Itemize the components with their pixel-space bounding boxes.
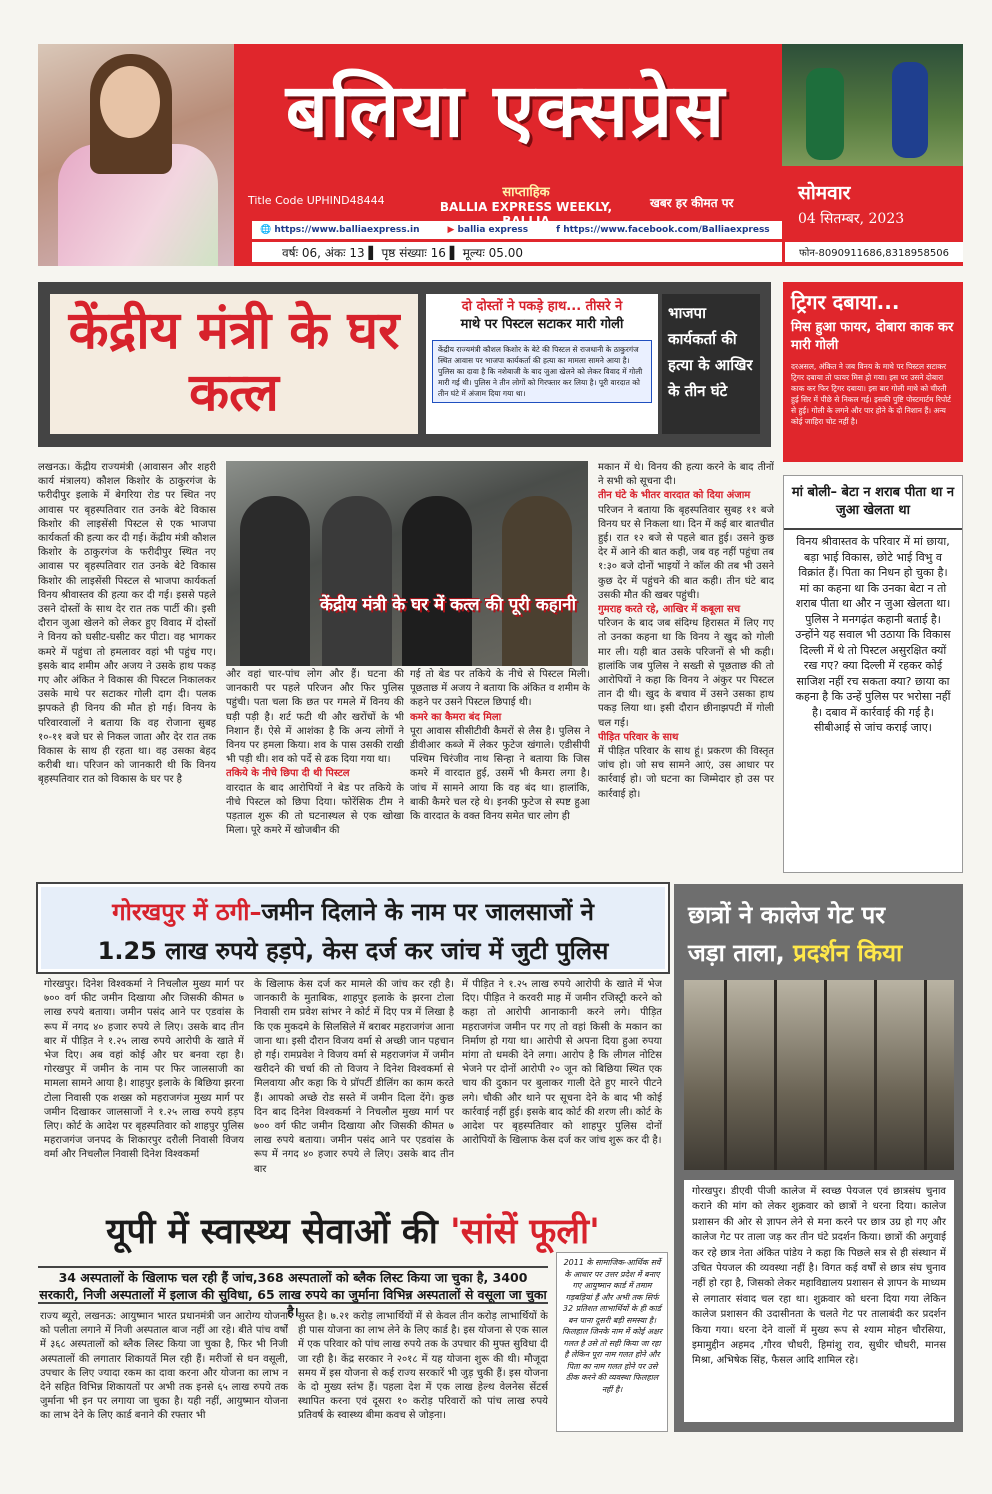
college-headline-line-1: छात्रों ने कालेज गेट पर bbox=[688, 901, 886, 929]
gate-bar bbox=[924, 980, 927, 1170]
gate-bar bbox=[724, 980, 727, 1170]
college-protest-photo bbox=[684, 980, 954, 1170]
fraud-headline-line-2: 1.25 लाख रुपये हड़पे, केस दर्ज कर जांच में जुटी पुलिस bbox=[97, 937, 609, 965]
story-column-2-text: और वहां चार-पांच लोग और हैं। घटना की जानकारी पर पहले परिजन और फिर पुलिस पहुंची। पता चला कि छत पर गमले में विनय की घड़ी पड़ी है। शर्ट फटी थी और खरोंचों के भी निशान हैं। ऐसे में आशंका है कि अन्य लोगों ने विनय पर हमला किया। शव के पास उसकी राखी भी पड़ी थी। शव को पर्दे से ढक दिया गया था। bbox=[226, 669, 404, 766]
story-column-4-subhead-2: गुमराह करते रहे, आखिर में कबूला सच bbox=[598, 604, 741, 616]
fraud-column-2: के खिलाफ केस दर्ज कर मामले की जांच कर रही है। जानकारी के मुताबिक, शाहपुर इलाके के झरना टोला निवासी राम प्रवेश सांभर ने कोर्ट में दिए पत्र में लिखा है कि एक मुकदमे के सिलसिले में बराबर महराजगंज आना जाना था। इसी दौरान विजय वर्मा से अच्छी जान पहचान हो गई। रामप्रवेश ने विजय वर्मा से महराजगंज में जमीन खरीदने की चर्चा की तो विजय ने दिनेश विश्वकर्मा से मिलवाया और कहा कि ये प्रॉपर्टी डीलिंग का काम करते हैं। आपको अच्छे रोड सस्ते में जमीन दिला देंगे। कुछ दिन बाद दिनेश विश्वकर्मा ने निचलौल मुख्य मार्ग पर ७०० वर्ग फीट जमीन दिखाया और जिसकी कीमत ७ लाख रुपये बताया। जमीन पसंद आने पर एडवांस के रूप में नगद ४० हजार रुपये ले लिए। उसके बाद तीन बार bbox=[254, 979, 454, 1175]
health-headline-black: यूपी में स्वास्थ्य सेवाओं की bbox=[106, 1212, 451, 1252]
lead-subheadline bbox=[432, 298, 652, 334]
masthead bbox=[38, 44, 963, 266]
fraud-story-headline bbox=[38, 884, 668, 972]
photo-person-1 bbox=[240, 496, 310, 666]
trigger-subtitle: मिस हुआ फायर, दोबारा काक कर मारी गोली bbox=[791, 320, 954, 353]
trigger-title: ट्रिगर दबाया... bbox=[791, 290, 900, 314]
youtube-icon: ▶ bbox=[447, 225, 455, 235]
mother-statement-box bbox=[783, 475, 963, 873]
masthead-portrait-photo bbox=[38, 44, 234, 266]
lead-last-three-hours-box: भाजपा कार्यकर्ता की हत्या के आखिर के तीन घंटे bbox=[662, 294, 760, 434]
facebook-text: https://www.facebook.com/Balliaexpress bbox=[563, 225, 770, 235]
trigger-sidebar bbox=[783, 282, 963, 462]
fraud-column-3: में पीड़ित ने १.२५ लाख रुपये आरोपी के खाते में भेज दिए। पीड़ित ने करवरी माह में जमीन रजिस्ट्री करने को कहा तो आरोपी आनाकानी करने लगे। पीड़ित महराजगंज जमीन पर गए तो वहां किसी के मकान का निर्माण हो गया था। आरोपी से अपना दिया हुआ रुपया मांगा तो धमकी देने लगा। आरोप है कि लीगल नोटिस भेजने पर दोनों आरोपी २० जून को बिछिया स्थित एक चाय की दुकान पर बुलाकर गाली देते हुए मारने पीटने लगे। चौकी और थाने पर सूचना देने के बाद भी कोई कार्रवाई नहीं हुई। इसके बाद कोर्ट की शरण ली। कोर्ट के आदेश पर बृहस्पतिवार को शाहपुर पुलिस दोनों आरोपियों के खिलाफ केस दर्ज कर जांच शुरू कर दी है। bbox=[462, 979, 662, 1147]
health-column-2: सुस्त है। ७.२१ करोड़ लाभार्थियों में से केवल तीन करोड़ लाभार्थियों के ही पास योजना का लाभ लेने के लिए कार्ड है। इस योजना से एक साल में एक परिवार को पांच लाख रुपये तक के उपचार की मुफ्त सुविधा दी जा रही है। केंद्र सरकार ने २०१८ में यह योजना शुरू की थी। मौजूदा समय में इस योजना से कई राज्य सरकारें भी जुड़ चुकी हैं। इस योजना के दो मुख्य स्तंभ हैं। पहला देश में एक लाख हेल्थ वेलनेस सेंटर्स स्थापित करना एवं दूसरा १० करोड़ परिवारों को पांच लाख रुपये प्रतिवर्ष के स्वास्थ्य बीमा कवच से जोड़ना। bbox=[298, 1311, 548, 1422]
social-links-bar bbox=[252, 221, 782, 239]
lead-subheadline-red: दो दोस्तों ने पकड़े हाथ... तीसरे ने bbox=[461, 299, 623, 314]
story-column-4-text-b: परिजन ने बताया कि बृहस्पतिवार सुबह ११ बजे विनय घर से निकला था। दिन में कई बार बातचीत हुई। रात १२ बजे से पहले बात हुई। उसने कुछ देर में आने की बात कही, जब वह नहीं पहुंचा तब १:३० बजे दोनों भाइयों ने कॉल की तब भी उसने कुछ देर में पहुंचने की बात कही। तीन घंटे बाद उसकी मौत की खबर पहुंची। bbox=[598, 504, 774, 601]
story-column-4 bbox=[598, 461, 774, 873]
story-column-2-subhead: तकिये के नीचे छिपा दी थी पिस्टल bbox=[226, 768, 350, 780]
newspaper-logo: बलिया एक्सप्रेस bbox=[285, 68, 727, 154]
story-column-1: लखनऊ। केंद्रीय राज्यमंत्री (आवासन और शहरी कार्य मंत्रालय) कौशल किशोर के ठाकुरगंज के फरीदीपुर इलाके में बेगरिया रोड पर स्थित नए आवास पर बृहस्पतिवार रात उनके बेटे विकास किशोर की लाइसेंसी पिस्टल से एक भाजपा कार्यकर्ता की हत्या कर दी गई। केंद्रीय मंत्री कौशल किशोर के ठाकुरगंज के फरीदीपुर स्थित नए आवास पर बृहस्पतिवार रात उनके बेटे विकास किशोर की लाइसेंसी पिस्टल से भाजपा कार्यकर्ता विनय श्रीवास्तव की हत्या कर दी गई। इससे पहले उसने दोस्तों के साथ देर रात तक पार्टी की। इसी दौरान जुआ खेलने को लेकर हुए विवाद में दोस्तों ने विनय को घसीट-घसीट कर पीटा। वह भागकर कमरे में पहुंचा तो हमलावर वहां भी पहुंच गए। इसके बाद शमीम और अजय ने उसके हाथ पकड़ गए और अंकित ने विकास की पिस्टल निकालकर उसके माथे पर सटाकर गोली दाग दी। पलक झपकते ही विनय की मौत हो गई। विनय के परिवारवालों ने बताया कि वह रोजाना सुबह १०-११ बजे घर से निकल जाता और देर रात तक विकास के साथ ही रहता था। वह उसका बेहद करीबी था। परिजन को जानकारी थी कि विनय बृहस्पतिवार रात को विकास के घर पर है bbox=[38, 462, 216, 786]
fraud-headline-red: गोरखपुर में ठगी– bbox=[112, 898, 262, 926]
story-column-4-text-c: परिजन के बाद जब संदिग्ध हिरासत में लिए गए तो उनका कहना था कि विनय ने खुद को गोली मार ली। यही बात उसके परिजनों से भी कही। हालांकि जब पुलिस ने सख्ती से पूछताछ की तो आरोपियों ने कहा कि विनय ने अंकुर पर पिस्टल तान दी थी। खुद के बचाव में उसने उसका हाथ पकड़ लिया था। इसी दौरान छीनाझपटी में गोली चल गई। bbox=[598, 618, 774, 729]
fraud-headline-black: जमीन दिलाने के नाम पर जालसाजों ने bbox=[261, 898, 594, 926]
gate-bar bbox=[874, 980, 877, 1170]
issue-date: 04 सितम्बर, 2023 bbox=[798, 211, 905, 227]
story-photo bbox=[226, 461, 588, 666]
lead-story-banner bbox=[38, 282, 771, 447]
weekly-name: BALLIA EXPRESS WEEKLY, bbox=[439, 200, 613, 214]
weekly-label: साप्ताहिक bbox=[502, 185, 550, 200]
portrait-face bbox=[100, 66, 160, 138]
college-headline-line-2: जड़ा ताला, bbox=[688, 939, 794, 967]
gate-bar bbox=[824, 980, 827, 1170]
story-column-3 bbox=[410, 668, 590, 873]
cricket-player-blue bbox=[892, 62, 928, 158]
website-text: https://www.balliaexpress.in bbox=[274, 225, 420, 235]
lead-subheadline-block bbox=[426, 294, 658, 434]
story-column-3-text: गई तो बेड पर तकिये के नीचे से पिस्टल मिली। पूछताछ में अजय ने बताया कि अंकित व शमीम के कहने पर उसने पिस्टल छिपाई थी। bbox=[410, 669, 590, 709]
mother-statement-heading: मां बोली– बेटा न शराब पीता था न जुआ खेलता था bbox=[784, 476, 962, 530]
website-link[interactable]: 🌐 https://www.balliaexpress.in bbox=[260, 225, 420, 235]
health-headline-red: 'सांसें फूली' bbox=[450, 1212, 600, 1252]
facebook-icon: f bbox=[556, 225, 561, 235]
college-headline bbox=[674, 884, 963, 984]
college-protest-story bbox=[674, 884, 963, 1432]
photo-person-4 bbox=[502, 496, 572, 666]
date-block bbox=[798, 179, 963, 228]
story-photo-caption: केंद्रीय मंत्री के घर में कत्ल की पूरी कहानी bbox=[320, 595, 577, 615]
youtube-link[interactable] bbox=[447, 225, 528, 235]
health-subheadline: 34 अस्पतालों के खिलाफ चल रही हैं जांच,368 अस्पतालों को ब्लैक लिस्ट किया जा चुका है, 3400 सरकारी, निजी अस्पतालों में इलाज की सुविधा, 65 लाख रुपये का जुर्माना विभिन्न अस्पतालों से वसूला जा चुका है। bbox=[38, 1266, 548, 1304]
trigger-body: दरअसल, अंकित ने जब विनय के माथे पर पिस्टल सटाकर ट्रिगर दबाया तो फायर मिस हो गया। इस पर उसने दोबारा काक कर फिर ट्रिगर दबाया। इस बार गोली माथे को चीरती हुई सिर में पीछे से निकल गई। इसकी पुष्टि पोस्टमार्टम रिपोर्ट से हुई। गोली के लगने और पार होने के दो निशान हैं। अन्य कोई जाहिरा चोट नहीं है। bbox=[791, 362, 951, 426]
story-column-2 bbox=[226, 668, 404, 873]
story-column-4-subhead-1: तीन घंटे के भीतर वारदात को दिया अंजाम bbox=[598, 490, 751, 502]
lead-subheadline-black: माथे पर पिस्टल सटाकर मारी गोली bbox=[460, 317, 624, 332]
health-column-1: राज्य ब्यूरो, लखनऊ: आयुष्मान भारत प्रधानमंत्री जन आरोग्य योजना को पलीता लगाने में निजी अस्पताल बाज नहीं आ रहे। बीते पांच वर्षों में ३६८ अस्पतालों को ब्लैक लिस्ट किया जा चुका है, फिर भी निजी अस्पतालों की लगातार शिकायतें मिल रही हैं। मरीजों से धन वसूली, उपचार के लिए ज्यादा रकम का दावा करना और योजना का लाभ न देने सहित विभिन्न शिकायतों पर अभी तक इनसे ६५ लाख रुपये तक जुर्माना भी इन पर लगाया जा चुका है। यही नहीं, आयुष्मान योजना का लाभ देने के लिए कार्ड बनाने की रफ्तार भी bbox=[40, 1311, 288, 1422]
college-story-body: गोरखपुर। डीएवी पीजी कालेज में स्वच्छ पेयजल एवं छात्रसंघ चुनाव कराने की मांग को लेकर शुक्रवार को छात्रों ने धरना दिया। कालेज प्रशासन की ओर से ज्ञापन लेने से मना करने पर छात्र उग्र हो गए और कालेज गेट पर ताला जड़ कर तीन घंटे प्रदर्शन किया। छात्रों की अगुवाई कर रहे छात्र नेता अंकित पांडेय ने कहा कि पिछले सत्र से ही संस्थान में उचित पेयजल की व्यवस्था नहीं है। विगत कई वर्षों से छात्र संघ चुनाव नहीं हो रहा है, जिसको लेकर महाविद्यालय प्रशासन से ज्ञापन के माध्यम से लगातार संवाद चल रहा था। शुक्रवार को धरना दिया गया लेकिन कालेज प्रशासन की उदासीनता के चलते गेट पर तालाबंदी कर प्रदर्शन किया गया। धरना देने वालों में मुख्य रूप से श्याम मोहन चौरसिया, इमामुद्दीन अहमद ,गौरव चौधरी, हिमांशु राव, सुधीर चौधरी, मानस मिश्रा, अभिषेक सिंह, फैसल आदि शामिल रहे। bbox=[684, 1180, 954, 1422]
gate-bar bbox=[774, 980, 777, 1170]
story-column-4-text-d: में पीड़ित परिवार के साथ हूं। प्रकरण की विस्तृत जांच हो। जो सच सामने आएं, उस आधार पर कार्रवाई हो। जो घटना का जिम्मेदार हो उस पर कार्रवाई हो। bbox=[598, 746, 774, 800]
mother-statement-body: विनय श्रीवास्तव के परिवार में मां छाया, बड़ा भाई विकास, छोटे भाई विभु व विक्रांत हैं। पिता का निधन हो चुका है। मां का कहना था कि उनका बेटा न तो शराब पीता था और न जुआ खेलता था। पुलिस ने मनगढ़ंत कहानी बताई है। उन्होंने यह सवाल भी उठाया कि विकास दिल्ली में थे तो पिस्टल असुरक्षित क्यों रख गए? क्या दिल्ली में रहकर कोई साजिश नहीं रच सकता क्या? छाया का कहना है कि उन्हें पुलिस पर भरोसा नहीं है। दबाव में कार्रवाई की गई है। सीबीआई से जांच कराई जाए। bbox=[795, 535, 951, 734]
title-code: Title Code UPHIND48444 bbox=[248, 194, 385, 207]
facebook-link[interactable] bbox=[556, 225, 770, 235]
story-column-2-text-b: वारदात के बाद आरोपियों ने बेड पर तकिये के नीचे पिस्टल को छिपा दिया। फोरेंसिक टीम ने पड़ताल शुरू की तो घटनास्थल से एक खोखा मिला। पूरे कमरे में खोजबीन की bbox=[226, 782, 404, 837]
health-sidebar-box: 2011 के सामाजिक-आर्थिक सर्वे के आधार पर उत्तर प्रदेश में बनाए गए आयुष्मान कार्ड में तमाम गड़बड़ियां हैं और अभी तक सिर्फ 32 प्रतिशत लाभार्थियों के ही कार्ड बन पाना दूसरी बड़ी समस्या है। फिलहाल जिनके नाम में कोई अक्षर गलत है उसे तो सही किया जा रहा है लेकिन पूरा नाम गलत होने और पिता का नाम गलत होने पर उसे ठीक करने की व्यवस्था फिलहाल नहीं है। bbox=[556, 1252, 668, 1432]
lead-summary-box: केंद्रीय राज्यमंत्री कौशल किशोर के बेटे की पिस्टल से राजधानी के ठाकुरगंज स्थित आवास पर भाजपा कार्यकर्ता की हत्या का मामला सामने आया है। पुलिस का दावा है कि नशेबाजी के बाद जुआ खेलने को लेकर विवाद में गोली मारी गई थी। पुलिस ने तीन लोगों को गिरफ्तार कर लिया है। पूरी वारदात को तीन घंटे में अंजाम दिया गया था। bbox=[432, 340, 652, 403]
issue-info-bar: वर्षः 06, अंकः 13 ▌ पृष्ठ संख्याः 16 ▌ मूल्यः 05.00 bbox=[252, 242, 782, 262]
slogan: खबर हर कीमत पर bbox=[650, 196, 734, 210]
masthead-cricket-photo bbox=[782, 44, 963, 166]
youtube-text: ballia express bbox=[457, 225, 529, 235]
fraud-column-1: गोरखपुर। दिनेश विश्वकर्मा ने निचलौल मुख्य मार्ग पर ७०० वर्ग फीट जमीन दिखाया और जिसकी कीमत ७ लाख रुपये बताया। जमीन पसंद आने पर एडवांस के रूप में नगद ४० हजार रुपये ले लिए। उसके बाद तीन बार में पीड़ित ने १.२५ लाख रुपये आरोपी के खाते में भेज दिए। अब वहां कोई और घर बनवा रहा है। गोरखपुर में जमीन के नाम पर फिर जालसाजी का मामला सामने आया है। शाहपुर इलाके के बिछिया झरना टोला निवासी एक शख्स को महराजगंज मुख्य मार्ग पर जमीन दिखाकर जालसाजों ने १.२५ लाख रुपये हड़प लिए। कोर्ट के आदेश पर बृहस्पतिवार को शाहपुर पुलिस महराजगंज जनपद के शिकारपुर दरौली निवासी विजय वर्मा और निचलौल निवासी दिनेश विश्वकर्मा bbox=[44, 979, 244, 1161]
story-column-3-text-b: पूरा आवास सीसीटीवी कैमरों से लैस है। पुलिस ने डीवीआर कब्जे में लेकर फुटेज खंगाले। एडीसीपी पश्चिम चिरंजीव नाथ सिन्हा ने बताया कि जिस कमरे में वारदात हुई, उसमें भी कैमरा लगा है। जांच में सामने आया कि वह बंद था। हालांकि, बाकी कैमरे चल रहे थे। इनकी फुटेज से स्पष्ट हुआ कि वारदात के वक्त विनय समेत चार लोग ही bbox=[410, 725, 590, 823]
day-name: सोमवार bbox=[798, 182, 851, 204]
cricket-player-green bbox=[806, 68, 844, 160]
story-column-3-subhead: कमरे का कैमरा बंद मिला bbox=[410, 711, 502, 723]
fraud-headline-line-1 bbox=[41, 895, 665, 928]
photo-person-3 bbox=[402, 496, 472, 666]
story-column-4-subhead-3: पीड़ित परिवार के साथ bbox=[598, 731, 679, 743]
lead-headline: केंद्रीय मंत्री के घर कत्ल bbox=[50, 294, 418, 434]
photo-person-2 bbox=[322, 496, 392, 666]
phone-number: फोन-8090911686,8318958506 bbox=[785, 242, 963, 262]
college-headline-yellow: प्रदर्शन किया bbox=[793, 939, 903, 967]
story-column-4-text-a: मकान में थे। विनय की हत्या करने के बाद तीनों ने सभी को सूचना दी। bbox=[598, 462, 774, 488]
